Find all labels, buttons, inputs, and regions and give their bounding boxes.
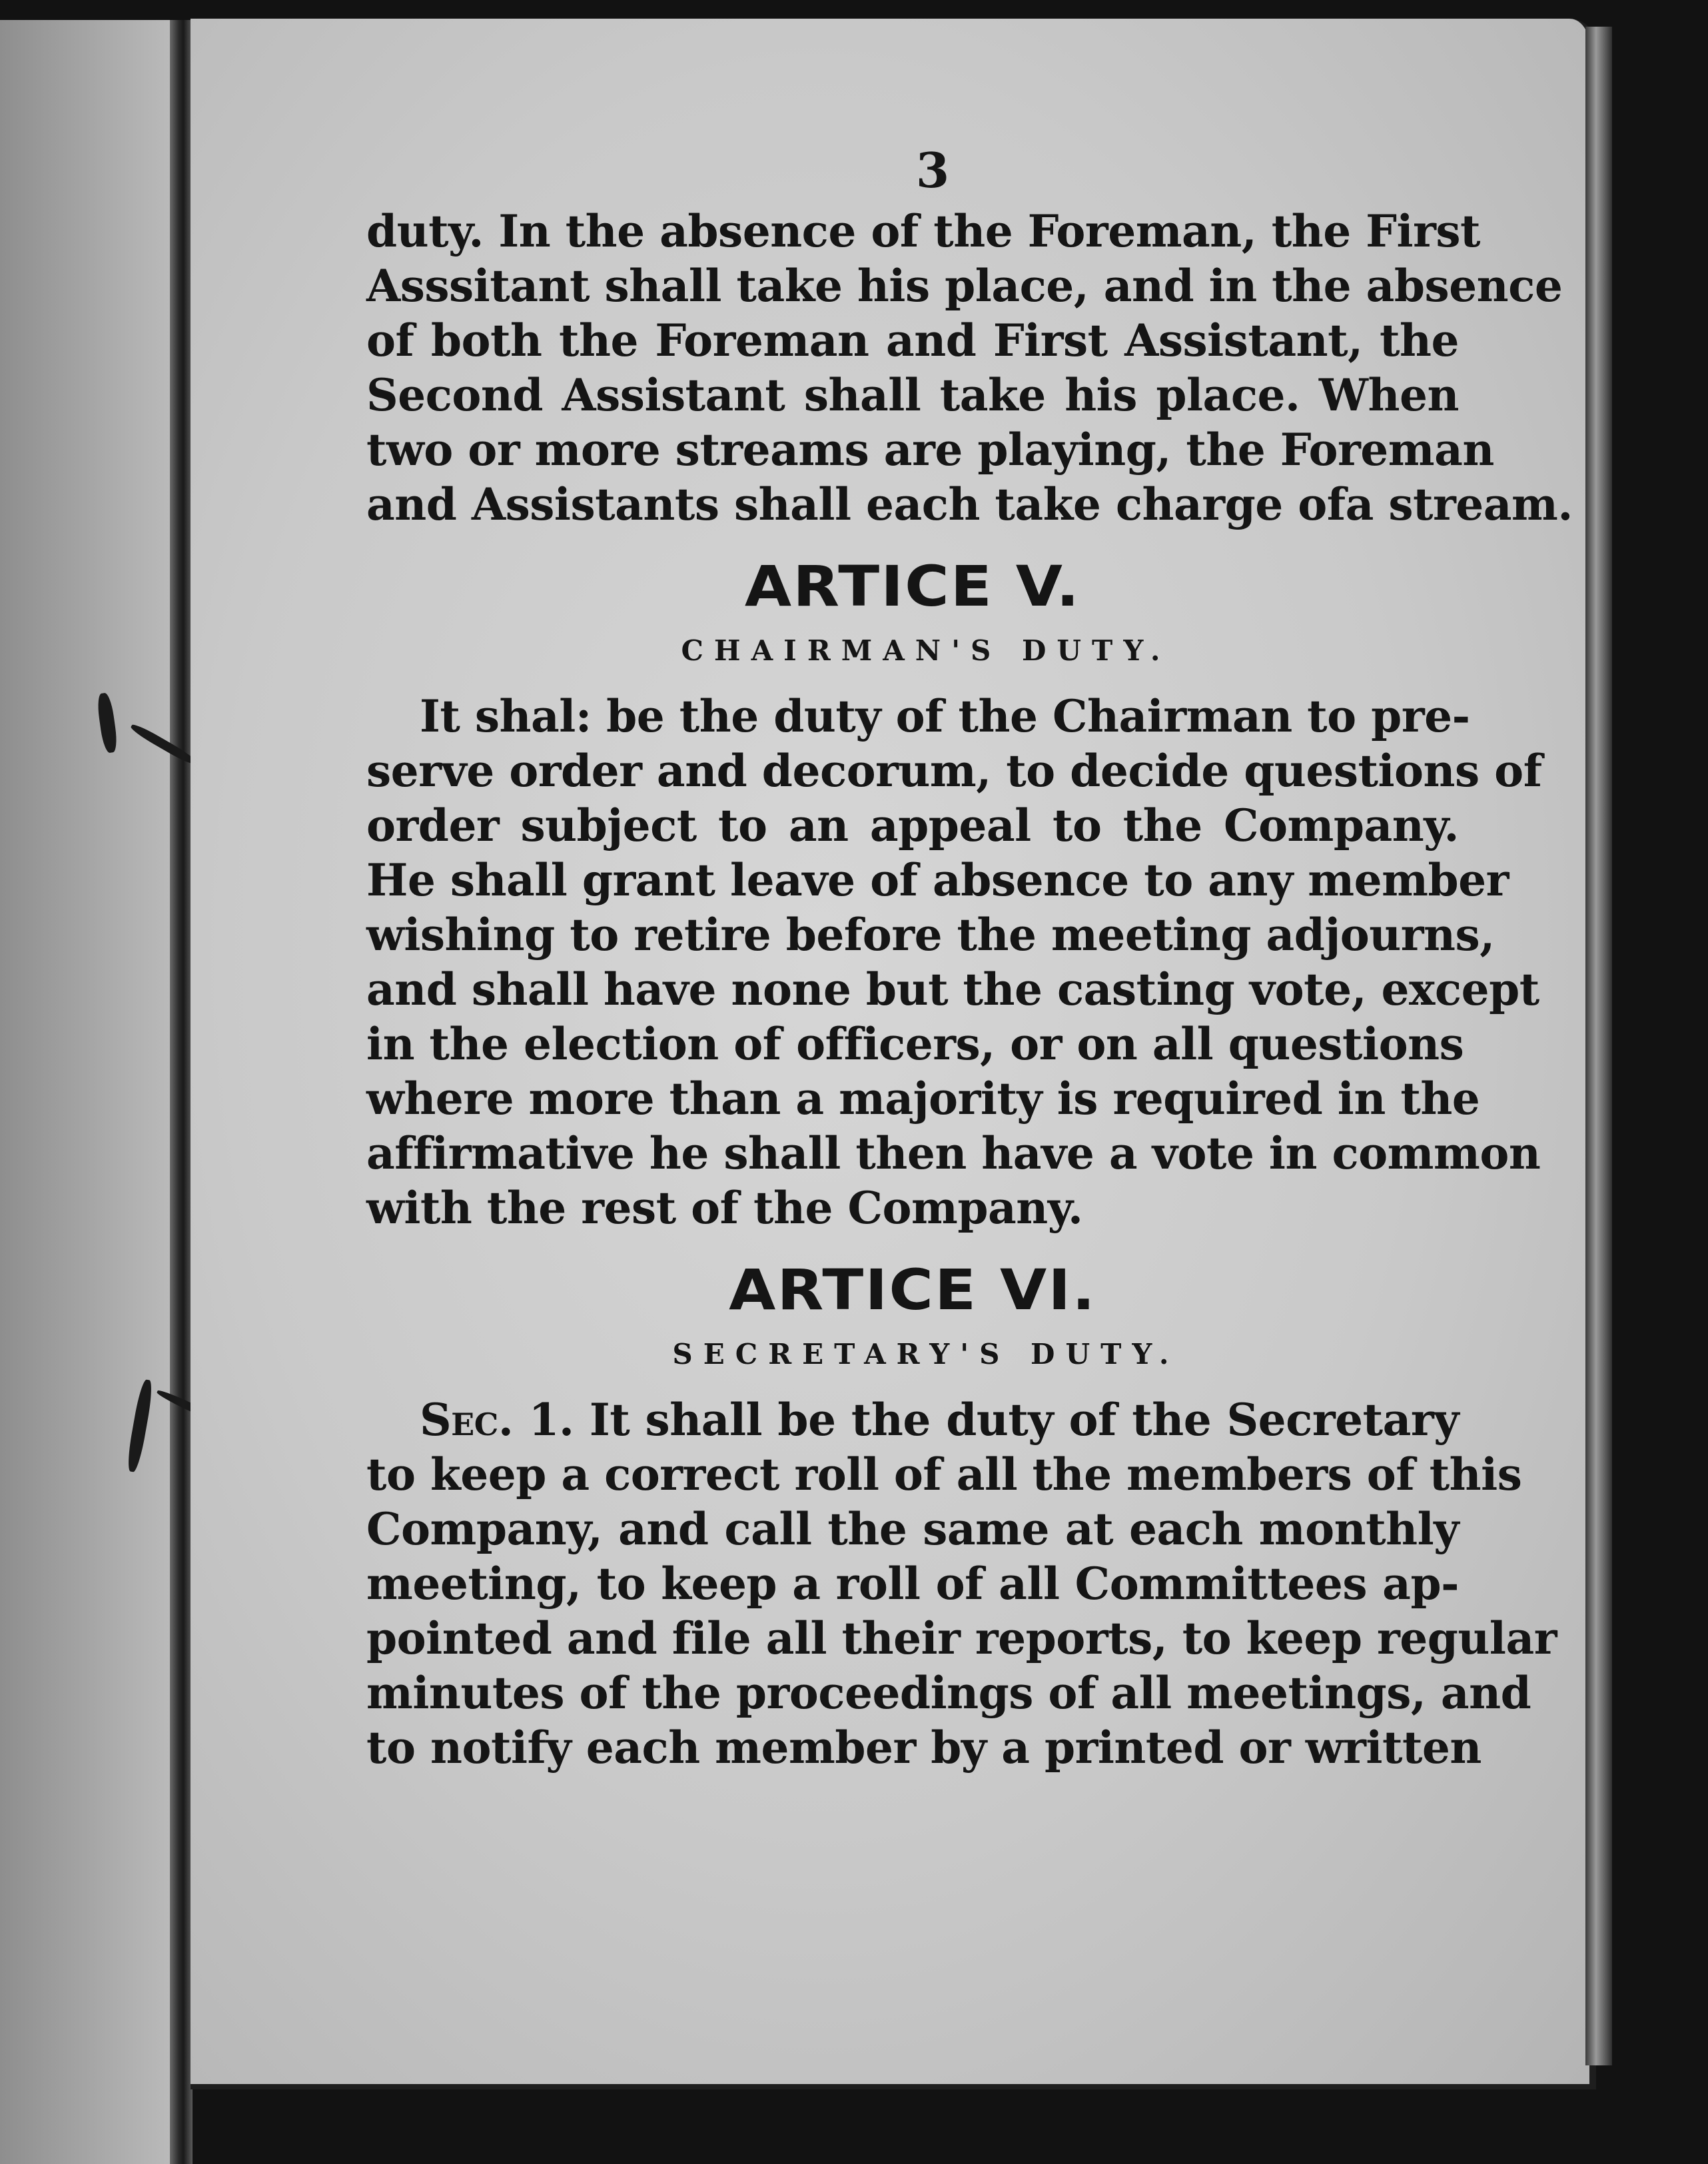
text-line: serve order and decorum, to decide questions of [366,745,1542,797]
text-line: to keep a correct roll of all the members of this [366,1448,1522,1500]
text-line-first [366,1392,1459,1447]
text-line: wishing to retire before the meeting adjourns, [366,909,1495,961]
text-line: affirmative he shall then have a vote in common [366,1127,1541,1179]
text-line: minutes of the proceedings of all meetings, and [366,1667,1531,1719]
text-line: Asssitant shall take his place, and in the absence [366,260,1563,312]
text-line: meeting, to keep a roll of all Committees ap- [366,1558,1459,1610]
article-v-heading: ARTICE V. [744,554,1081,619]
page-text [366,142,1573,1775]
text-line: He shall grant leave of absence to any member [366,854,1509,906]
page-stack-edge [1585,27,1612,2065]
text-line: Company, and call the same at each monthly [366,1503,1459,1555]
text-line: where more than a majority is required in the [366,1073,1480,1125]
text-line: It shal: be the duty of the Chairman to pre- [420,690,1470,742]
section-label: Sec. 1. [420,1394,574,1446]
text-line: duty. In the absence of the Foreman, the First [366,205,1481,257]
text-line: order subject to an appeal to the Company. [366,800,1459,851]
text-line: of both the Foreman and First Assistant, the [366,314,1459,366]
text-line: with the rest of the Company. [366,1182,1083,1234]
text-line: two or more streams are playing, the Foreman [366,424,1494,476]
article-vi-subtitle: SECRETARY'S DUTY. [672,1338,1180,1370]
text-line: in the election of officers, or on all questions [366,1018,1464,1070]
text-line: and Assistants shall each take charge ofa stream. [366,478,1573,530]
text-line: and shall have none but the casting vote, except [366,963,1539,1015]
paragraph-foreman-duty [366,204,1573,532]
text-line: pointed and file all their reports, to keep regular [366,1612,1557,1664]
page-number: 3 [915,142,950,199]
text-line: Second Assistant shall take his place. When [366,369,1459,421]
text-line: to notify each member by a printed or written [366,1722,1482,1774]
book-gutter [170,20,193,2164]
article-v-subtitle: CHAIRMAN'S DUTY. [681,634,1171,667]
text-line-rest: It shall be the duty of the Secretary [589,1394,1459,1446]
paragraph-secretary-duty [366,1392,1557,1775]
previous-leaf-edge [0,20,181,2164]
paragraph-chairman-duty [366,689,1542,1235]
article-vi-heading: ARTICE VI. [729,1257,1096,1323]
